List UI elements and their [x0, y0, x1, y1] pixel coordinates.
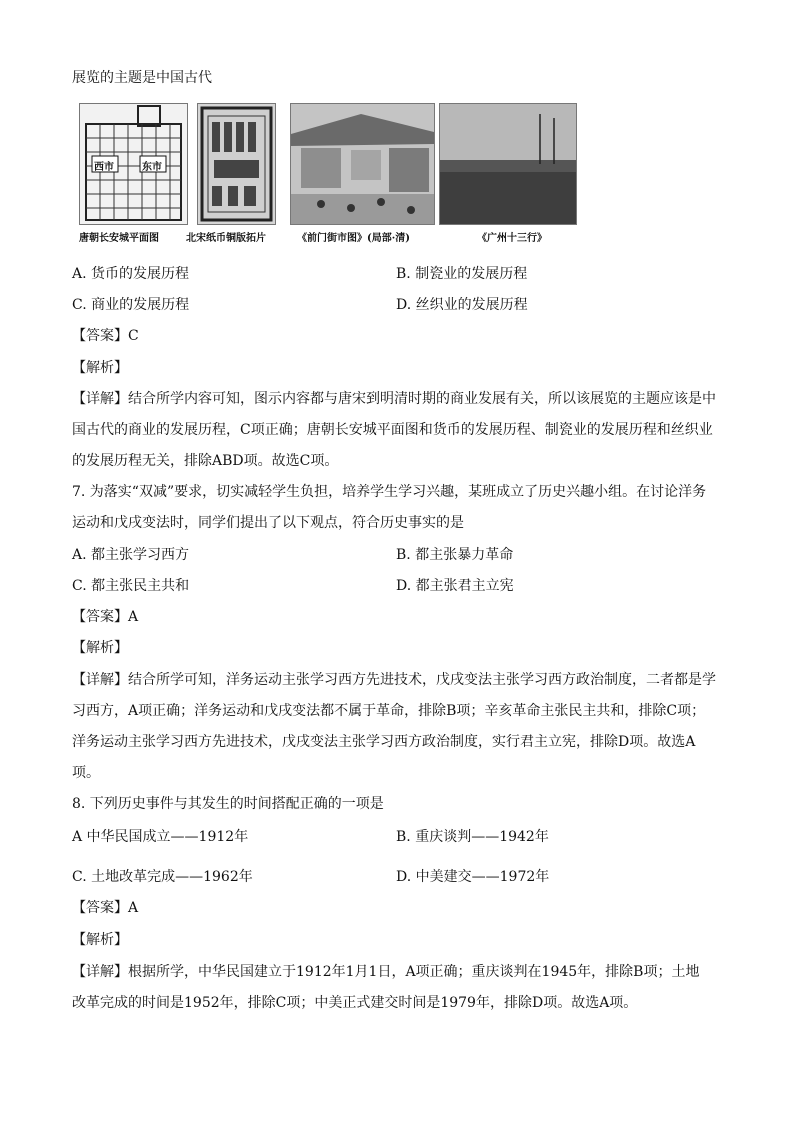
q7-detail-line: 洋务运动主张学习西方先进技术，戊戌变法主张学习西方政治制度，实行君主立宪，排除D项。故选A	[72, 734, 696, 750]
q7-answer: 【答案】A	[72, 609, 139, 625]
guangzhou-thirteen-hongs-image	[439, 103, 577, 225]
west-market-label: 西市	[94, 162, 114, 173]
caption-paper-money: 北宋纸币铜版拓片	[186, 233, 266, 244]
caption-changan-map: 唐朝长安城平面图	[79, 233, 159, 244]
q6-detail-line: 国古代的商业的发展历程，C项正确；唐朝长安城平面图和货币的发展历程、制瓷业的发展历程和丝织业	[72, 422, 713, 438]
q6-analysis-label: 【解析】	[72, 360, 128, 376]
q6-option-a: A. 货币的发展历程	[72, 266, 190, 282]
q6-detail-line: 【详解】结合所学内容可知，图示内容都与唐宋到明清时期的商业发展有关，所以该展览的主题应该是中	[72, 391, 716, 407]
caption-qianmen-street: 《前门街市图》(局部·清)	[297, 233, 410, 244]
question-stem-end: 展览的主题是中国古代	[72, 70, 212, 86]
q8-answer: 【答案】A	[72, 900, 139, 916]
q7-detail-line: 习西方，A项正确；洋务运动和戊戌变法都不属于革命，排除B项；辛亥革命主张民主共和，排除C项；	[72, 703, 706, 719]
q8-stem: 8. 下列历史事件与其发生的时间搭配正确的一项是	[72, 796, 384, 812]
caption-thirteen-hongs: 《广州十三行》	[477, 233, 547, 244]
q8-option-c: C. 土地改革完成——1962年	[72, 869, 253, 885]
q8-option-a: A 中华民国成立——1912年	[72, 829, 249, 845]
q8-option-b: B. 重庆谈判——1942年	[396, 829, 549, 845]
q6-option-d: D. 丝织业的发展历程	[396, 297, 528, 313]
q6-option-c: C. 商业的发展历程	[72, 297, 190, 313]
rubbing-graphic	[198, 104, 275, 224]
paper-money-rubbing-image	[197, 103, 276, 225]
harbor-scene-graphic	[440, 104, 576, 224]
q8-option-d: D. 中美建交——1972年	[396, 869, 550, 885]
east-market-label: 东市	[142, 162, 162, 173]
q7-option-d: D. 都主张君主立宪	[396, 578, 514, 594]
q7-analysis-label: 【解析】	[72, 640, 128, 656]
q8-detail-line: 【详解】根据所学，中华民国建立于1912年1月1日，A项正确；重庆谈判在1945年，排除B项；土地	[72, 964, 700, 980]
q6-option-b: B. 制瓷业的发展历程	[396, 266, 528, 282]
q7-detail-line: 【详解】结合所学可知，洋务运动主张学习西方先进技术，戊戌变法主张学习西方政治制度，二者都是学	[72, 672, 716, 688]
street-scene-graphic	[291, 104, 434, 224]
q6-detail-line: 的发展历程无关，排除ABD项。故选C项。	[72, 453, 339, 469]
q8-detail-line: 改革完成的时间是1952年，排除C项；中美正式建交时间是1979年，排除D项。故选A项。	[72, 995, 638, 1011]
q6-answer: 【答案】C	[72, 328, 139, 344]
q7-stem-line: 运动和戊戌变法时，同学们提出了以下观点，符合历史事实的是	[72, 515, 464, 531]
q7-detail-line: 项。	[72, 765, 100, 781]
q7-option-a: A. 都主张学习西方	[72, 547, 190, 563]
q7-option-c: C. 都主张民主共和	[72, 578, 190, 594]
q7-stem-line: 7. 为落实“双减”要求，切实减轻学生负担，培养学生学习兴趣，某班成立了历史兴趣小组。在讨论洋务	[72, 484, 707, 500]
q7-option-b: B. 都主张暴力革命	[396, 547, 514, 563]
q8-analysis-label: 【解析】	[72, 932, 128, 948]
qianmen-street-image	[290, 103, 435, 225]
changan-map-image	[79, 103, 188, 225]
